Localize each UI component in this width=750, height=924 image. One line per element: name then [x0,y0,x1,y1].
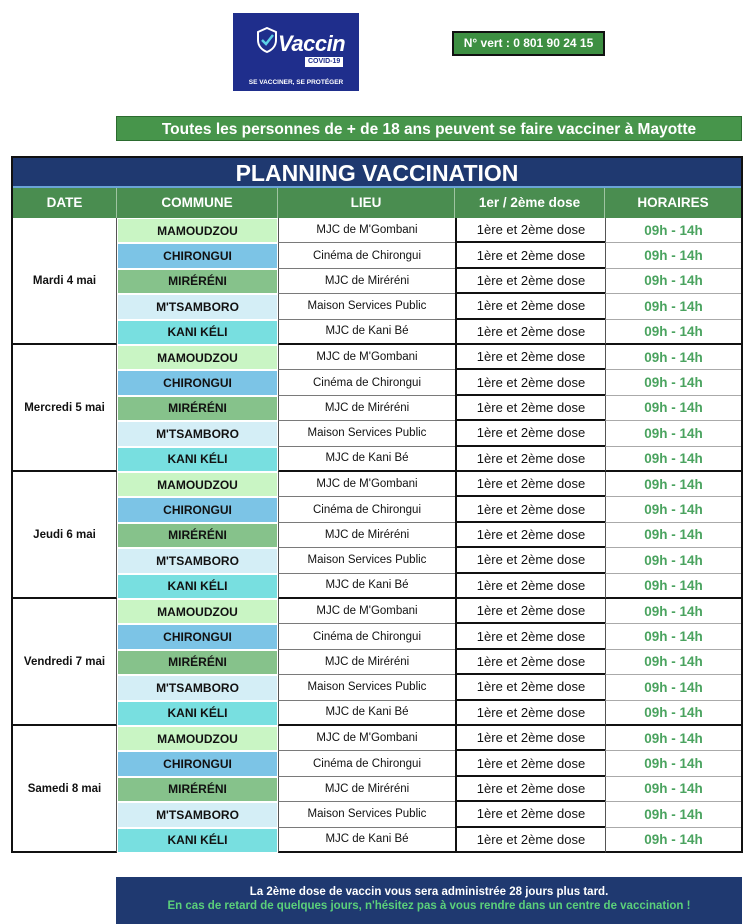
logo-sub: COVID-19 [305,57,343,67]
commune-cell: CHIRONGUI [117,624,278,649]
table-row [117,421,741,446]
table-row [117,777,741,802]
table-row [117,447,741,472]
table-row [117,650,741,675]
lieu-cell: Maison Services Public [278,802,455,827]
dose-cell: 1ère et 2ème dose [455,701,605,726]
lieu-cell: MJC de Kani Bé [278,320,455,345]
header-dose: 1er / 2ème dose [455,188,605,218]
day-label: Jeudi 6 mai [13,472,117,599]
lieu-cell: Maison Services Public [278,421,455,446]
horaires-cell: 09h - 14h [605,802,741,827]
horaires-cell: 09h - 14h [605,777,741,802]
lieu-cell: Cinéma de Chirongui [278,624,455,649]
horaires-cell: 09h - 14h [605,370,741,395]
lieu-cell: MJC de Kani Bé [278,828,455,853]
commune-cell: M'TSAMBORO [117,802,278,827]
dose-cell: 1ère et 2ème dose [455,599,605,624]
table-row [117,751,741,776]
footer-line-2: En cas de retard de quelques jours, n'hésitez pas à vous rendre dans un centre de vaccination ! [167,900,691,912]
horaires-cell: 09h - 14h [605,497,741,522]
dose-cell: 1ère et 2ème dose [455,218,605,243]
hotline-badge: N° vert : 0 801 90 24 15 [452,31,605,56]
dose-cell: 1ère et 2ème dose [455,320,605,345]
dose-cell: 1ère et 2ème dose [455,345,605,370]
dose-cell: 1ère et 2ème dose [455,421,605,446]
horaires-cell: 09h - 14h [605,345,741,370]
lieu-cell: Maison Services Public [278,294,455,319]
horaires-cell: 09h - 14h [605,320,741,345]
day-label: Mardi 4 mai [13,218,117,345]
horaires-cell: 09h - 14h [605,269,741,294]
lieu-cell: MJC de Miréréni [278,523,455,548]
horaires-cell: 09h - 14h [605,396,741,421]
dose-cell: 1ère et 2ème dose [455,574,605,599]
logo-tagline: SE VACCINER, SE PROTÉGER [248,79,344,86]
dose-cell: 1ère et 2ème dose [455,497,605,522]
horaires-cell: 09h - 14h [605,243,741,268]
table-row [117,701,741,726]
lieu-cell: Maison Services Public [278,548,455,573]
horaires-cell: 09h - 14h [605,701,741,726]
horaires-cell: 09h - 14h [605,421,741,446]
horaires-cell: 09h - 14h [605,218,741,243]
commune-cell: M'TSAMBORO [117,675,278,700]
table-row [117,523,741,548]
commune-cell: MIRÉRÉNI [117,777,278,802]
table-row [117,828,741,853]
lieu-cell: MJC de Kani Bé [278,574,455,599]
lieu-cell: MJC de M'Gombani [278,726,455,751]
dose-cell: 1ère et 2ème dose [455,624,605,649]
horaires-cell: 09h - 14h [605,294,741,319]
shield-check-icon [257,27,277,53]
header-commune: COMMUNE [117,188,278,218]
dose-cell: 1ère et 2ème dose [455,370,605,395]
header-lieu: LIEU [278,188,455,218]
table-row [117,370,741,395]
dose-cell: 1ère et 2ème dose [455,472,605,497]
dose-cell: 1ère et 2ème dose [455,269,605,294]
footer-notice [116,877,742,924]
table-row [117,726,741,751]
dose-cell: 1ère et 2ème dose [455,726,605,751]
horaires-cell: 09h - 14h [605,675,741,700]
dose-cell: 1ère et 2ème dose [455,828,605,853]
lieu-cell: MJC de Miréréni [278,650,455,675]
table-row [117,396,741,421]
lieu-cell: MJC de Miréréni [278,777,455,802]
commune-cell: MIRÉRÉNI [117,523,278,548]
table-row [117,345,741,370]
commune-cell: KANI KÉLI [117,574,278,599]
commune-cell: KANI KÉLI [117,447,278,472]
table-row [117,548,741,573]
dose-cell: 1ère et 2ème dose [455,396,605,421]
horaires-cell: 09h - 14h [605,447,741,472]
lieu-cell: Cinéma de Chirongui [278,243,455,268]
horaires-cell: 09h - 14h [605,548,741,573]
commune-cell: MIRÉRÉNI [117,269,278,294]
footer-line-1: La 2ème dose de vaccin vous sera administrée 28 jours plus tard. [249,886,609,898]
horaires-cell: 09h - 14h [605,472,741,497]
commune-cell: MAMOUDZOU [117,599,278,624]
dose-cell: 1ère et 2ème dose [455,751,605,776]
dose-cell: 1ère et 2ème dose [455,523,605,548]
commune-cell: MAMOUDZOU [117,726,278,751]
table-row [117,294,741,319]
lieu-cell: Cinéma de Chirongui [278,370,455,395]
horaires-cell: 09h - 14h [605,624,741,649]
dose-cell: 1ère et 2ème dose [455,650,605,675]
lieu-cell: MJC de Miréréni [278,269,455,294]
lieu-cell: MJC de M'Gombani [278,345,455,370]
horaires-cell: 09h - 14h [605,726,741,751]
table-row [117,218,741,243]
dose-cell: 1ère et 2ème dose [455,777,605,802]
horaires-cell: 09h - 14h [605,751,741,776]
day-label: Samedi 8 mai [13,726,117,853]
table-row [117,574,741,599]
table-row [117,675,741,700]
table-row [117,320,741,345]
table-row [117,599,741,624]
day-label: Vendredi 7 mai [13,599,117,726]
commune-cell: MAMOUDZOU [117,345,278,370]
commune-cell: M'TSAMBORO [117,421,278,446]
commune-cell: CHIRONGUI [117,243,278,268]
header-horaires: HORAIRES [605,188,741,218]
table-title: PLANNING VACCINATION [13,158,741,188]
dose-cell: 1ère et 2ème dose [455,675,605,700]
lieu-cell: MJC de Kani Bé [278,701,455,726]
commune-cell: MAMOUDZOU [117,218,278,243]
lieu-cell: Cinéma de Chirongui [278,751,455,776]
dose-cell: 1ère et 2ème dose [455,243,605,268]
lieu-cell: MJC de M'Gombani [278,218,455,243]
header-date: DATE [13,188,117,218]
commune-cell: KANI KÉLI [117,701,278,726]
commune-cell: M'TSAMBORO [117,294,278,319]
logo-brand: Vaccin [278,31,346,56]
commune-cell: KANI KÉLI [117,320,278,345]
commune-cell: CHIRONGUI [117,370,278,395]
commune-cell: MIRÉRÉNI [117,650,278,675]
day-label: Mercredi 5 mai [13,345,117,472]
lieu-cell: MJC de Kani Bé [278,447,455,472]
commune-cell: KANI KÉLI [117,828,278,853]
planning-table [11,156,743,853]
commune-cell: MAMOUDZOU [117,472,278,497]
vaccin-covid-logo [233,13,359,91]
dose-cell: 1ère et 2ème dose [455,802,605,827]
commune-cell: MIRÉRÉNI [117,396,278,421]
lieu-cell: Cinéma de Chirongui [278,497,455,522]
lieu-cell: Maison Services Public [278,675,455,700]
horaires-cell: 09h - 14h [605,574,741,599]
table-row [117,472,741,497]
horaires-cell: 09h - 14h [605,650,741,675]
commune-cell: CHIRONGUI [117,497,278,522]
dose-cell: 1ère et 2ème dose [455,447,605,472]
dose-cell: 1ère et 2ème dose [455,548,605,573]
eligibility-banner: Toutes les personnes de + de 18 ans peuvent se faire vacciner à Mayotte [116,116,742,141]
commune-cell: M'TSAMBORO [117,548,278,573]
commune-cell: CHIRONGUI [117,751,278,776]
horaires-cell: 09h - 14h [605,523,741,548]
dose-cell: 1ère et 2ème dose [455,294,605,319]
table-row [117,497,741,522]
table-row [117,802,741,827]
table-row [117,269,741,294]
lieu-cell: MJC de M'Gombani [278,599,455,624]
lieu-cell: MJC de M'Gombani [278,472,455,497]
table-row [117,243,741,268]
lieu-cell: MJC de Miréréni [278,396,455,421]
horaires-cell: 09h - 14h [605,828,741,853]
table-row [117,624,741,649]
horaires-cell: 09h - 14h [605,599,741,624]
